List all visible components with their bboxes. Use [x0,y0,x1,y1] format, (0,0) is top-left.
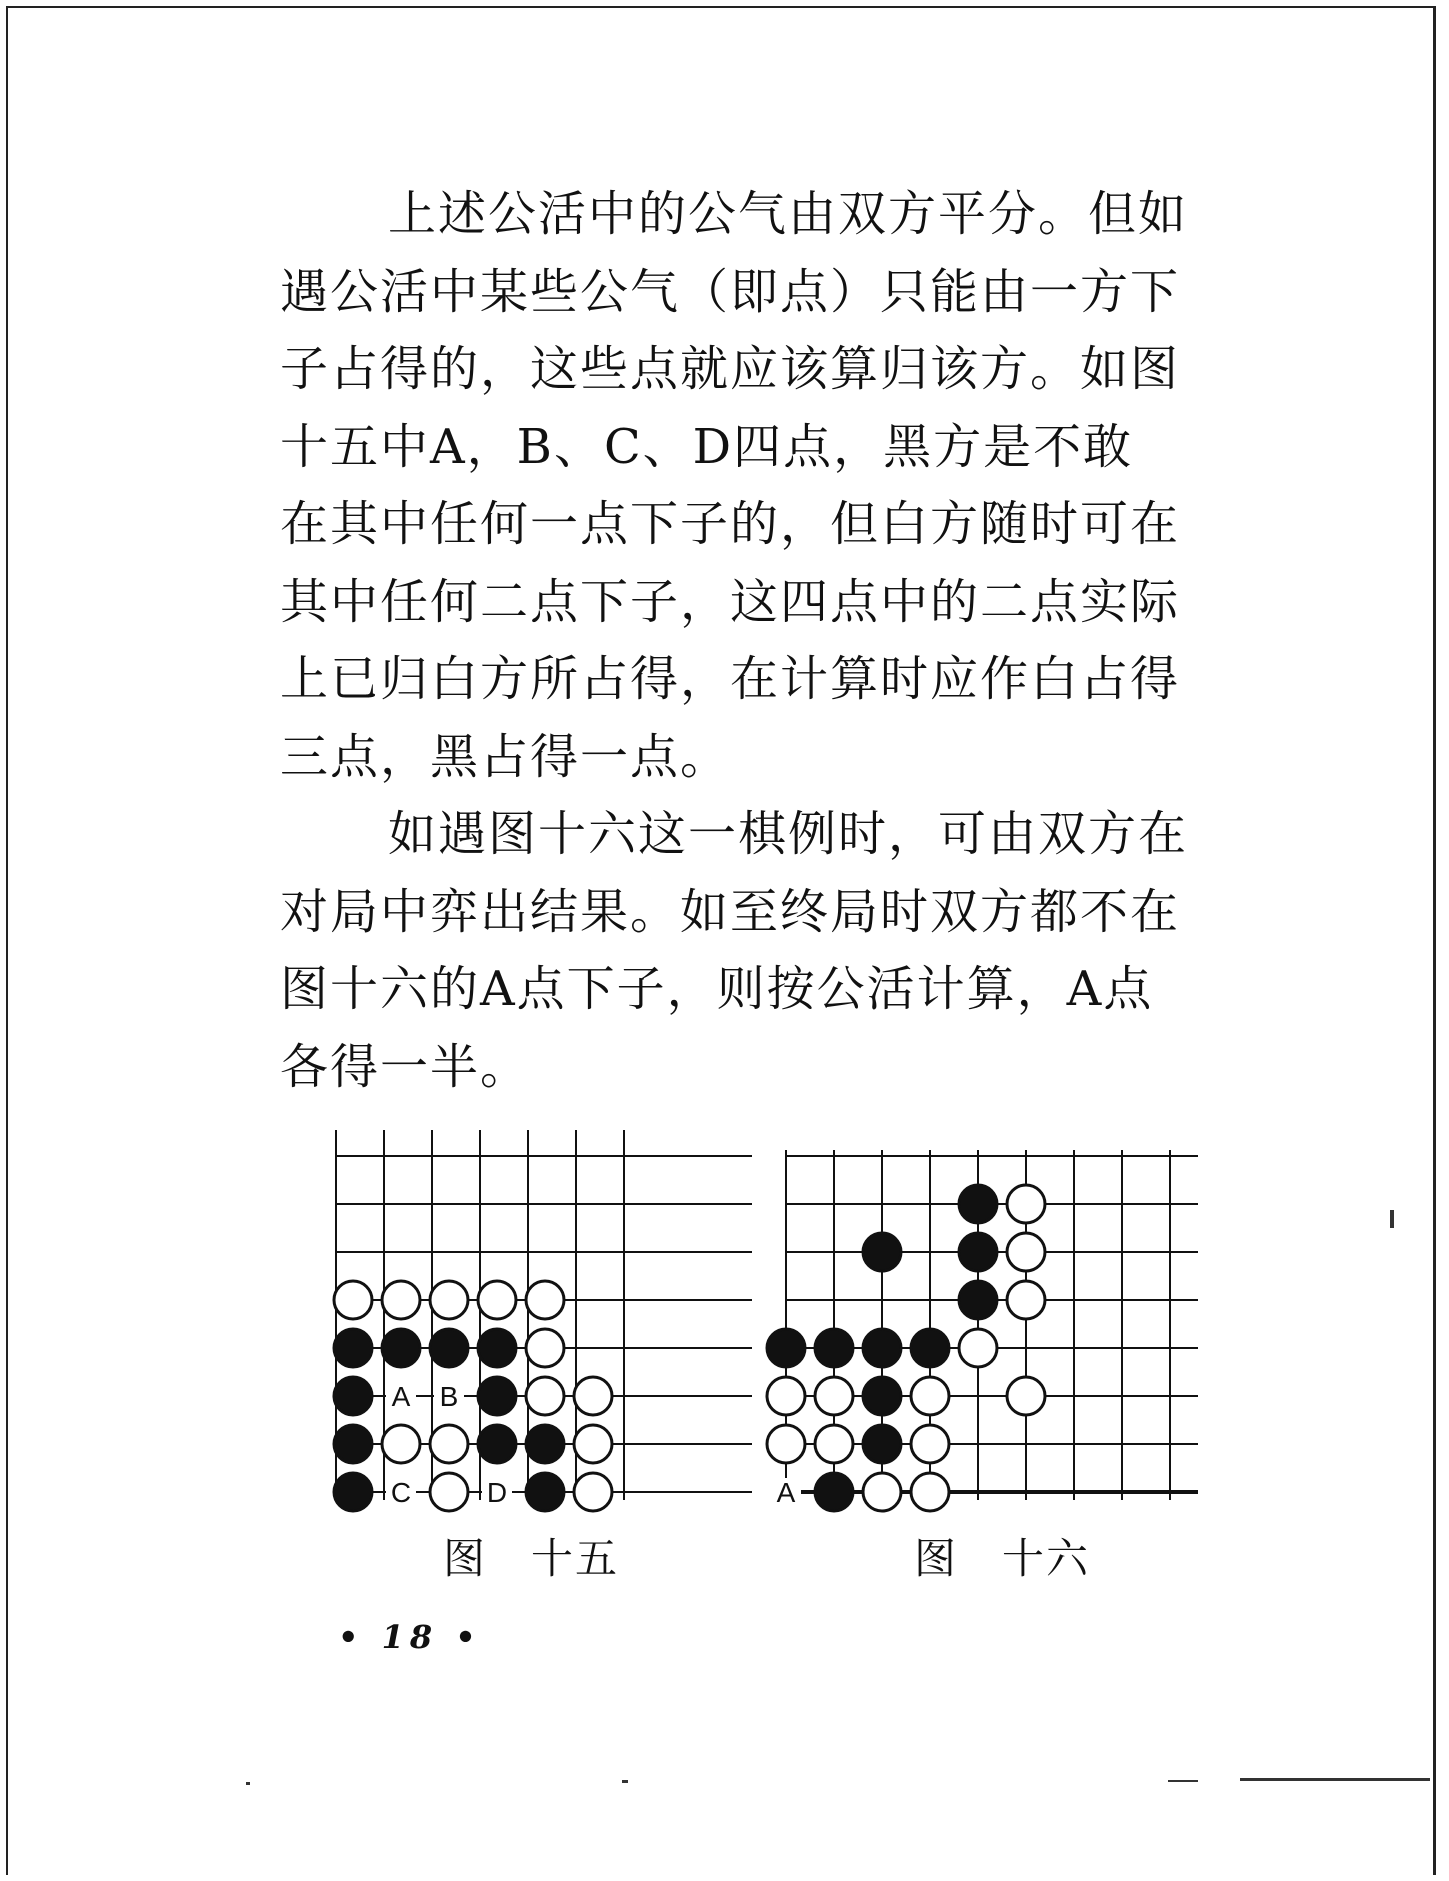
white-stone [574,1377,612,1415]
book-page [6,6,1436,1875]
black-stone [478,1377,516,1415]
white-stone [382,1281,420,1319]
white-stone [1007,1281,1045,1319]
white-stone [863,1473,901,1511]
white-stone [430,1281,468,1319]
white-stone [382,1425,420,1463]
white-stone [478,1281,516,1319]
white-stone [1007,1185,1045,1223]
white-stone [526,1329,564,1367]
black-stone [334,1329,372,1367]
figure-16-caption: 图 十六 [914,1534,1091,1583]
scan-speck [1240,1778,1430,1781]
go-diagrams [308,1120,1228,1508]
black-stone [334,1425,372,1463]
point-label-d: D [486,1477,508,1508]
white-stone [1007,1233,1045,1271]
black-stone [767,1329,805,1367]
black-stone [959,1185,997,1223]
text-line: 其中任何二点下子，这四点中的二点实际 [280,573,1181,630]
black-stone [382,1329,420,1367]
black-stone [478,1329,516,1367]
body-text [280,176,1230,1106]
black-stone [526,1473,564,1511]
point-label-b: B [439,1381,459,1412]
text-line: 对局中弈出结果。如至终局时双方都不在 [280,883,1181,940]
white-stone [767,1377,805,1415]
black-stone [863,1377,901,1415]
text-line: 子占得的，这些点就应该算归该方。如图 [280,341,1181,397]
white-stone [574,1425,612,1463]
white-stone [430,1473,468,1511]
black-stone [863,1425,901,1463]
point-label-c: C [390,1477,412,1508]
text-line: 上述公活中的公气由双方平分。但如 [388,186,1189,242]
go-board-figure-15 [328,1120,728,1520]
scan-speck [622,1780,628,1783]
text-line: 图十六的A点下子，则按公活计算，A点 [280,961,1154,1017]
black-stone [478,1425,516,1463]
white-stone [911,1473,949,1511]
scan-speck [246,1782,250,1785]
text-line: 三点，黑占得一点。 [280,728,731,785]
black-stone [526,1425,564,1463]
text-line: 如遇图十六这一棋例时，可由双方在 [388,806,1189,862]
point-label-a: A [391,1381,411,1412]
text-line: 在其中任何一点下子的，但白方随时可在 [280,496,1181,552]
white-stone [767,1425,805,1463]
black-stone [959,1233,997,1271]
page-number: • 18 • [338,1618,482,1656]
white-stone [526,1281,564,1319]
text-line: 遇公活中某些公气（即点）只能由一方下 [280,263,1181,320]
black-stone [430,1329,468,1367]
white-stone [815,1425,853,1463]
point-label-a: A [776,1477,796,1508]
scan-speck [1390,1210,1394,1228]
black-stone [863,1233,901,1271]
scan-speck [1168,1780,1198,1782]
white-stone [430,1425,468,1463]
text-line: 各得一半。 [280,1038,531,1095]
black-stone [959,1281,997,1319]
white-stone [959,1329,997,1367]
black-stone [815,1329,853,1367]
white-stone [574,1473,612,1511]
text-line: 十五中A，B、C、D四点，黑方是不敢 [280,418,1134,475]
text-line: 上已归白方所占得，在计算时应作白占得 [280,651,1181,707]
black-stone [911,1329,949,1367]
white-stone [815,1377,853,1415]
white-stone [526,1377,564,1415]
white-stone [1007,1377,1045,1415]
go-board-figure-16 [778,1120,1198,1520]
black-stone [334,1473,372,1511]
white-stone [334,1281,372,1319]
black-stone [815,1473,853,1511]
black-stone [863,1329,901,1367]
black-stone [334,1377,372,1415]
white-stone [911,1425,949,1463]
white-stone [911,1377,949,1415]
figure-15-caption: 图 十五 [443,1534,620,1583]
